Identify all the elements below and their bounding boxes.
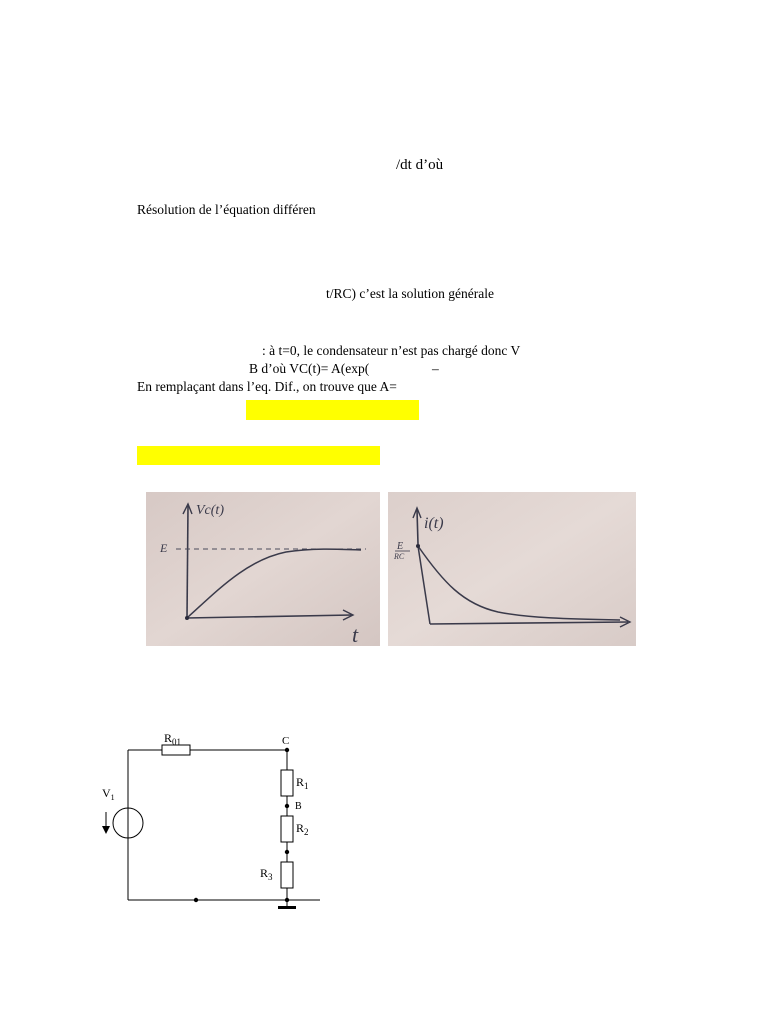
graph-current — [388, 492, 636, 646]
resistor-r1 — [281, 770, 293, 796]
start-label-numerator: E — [397, 541, 404, 552]
text-b-dou: B d’où VC(t)= A(exp( — [249, 361, 370, 376]
node-dot — [285, 850, 289, 854]
source-label: $V_1$ — [102, 786, 115, 802]
y-axis-label: i(t) — [424, 515, 444, 532]
r1-label: $R_1$ — [296, 775, 309, 791]
node-b-dot — [285, 804, 289, 808]
origin-dot — [185, 616, 189, 620]
node-c-label: C — [282, 735, 290, 747]
x-axis-label: t — [352, 622, 359, 646]
resistor-r2 — [281, 816, 293, 842]
voltage-arrow-icon — [102, 826, 110, 834]
level-label: E — [160, 541, 168, 555]
highlight-bar-1 — [246, 400, 419, 420]
r01-label: $R_{01}$ — [164, 731, 182, 747]
node-dot — [194, 898, 198, 902]
node-c-dot — [285, 748, 289, 752]
text-dt-dou: /dt d’où — [396, 157, 444, 173]
r2-label: $R_2$ — [296, 821, 309, 837]
text-solution-generale: t/RC) c’est la solution générale — [326, 286, 494, 301]
paper-background — [146, 492, 380, 646]
ground-icon — [278, 906, 296, 909]
node-b-label: B — [295, 801, 302, 812]
circuit-diagram — [98, 728, 328, 928]
start-dot — [416, 544, 420, 548]
start-label-denominator: RC — [394, 552, 405, 561]
highlight-bar-2 — [137, 446, 380, 465]
y-axis-label: Vc(t) — [196, 503, 224, 518]
text-condition-initiale: : à t=0, le condensateur n’est pas chargé donc V — [262, 343, 521, 358]
graph-capacitor-voltage — [146, 492, 380, 646]
resistor-r3 — [281, 862, 293, 888]
text-remplacant: En remplaçant dans l’eq. Dif., on trouve que A= — [137, 379, 397, 394]
node-dot — [285, 898, 289, 902]
r3-label: $R_3$ — [260, 866, 273, 882]
y-axis — [187, 506, 188, 618]
y-axis — [417, 510, 418, 544]
text-dash: – — [432, 361, 439, 376]
section-heading-resolution: Résolution de l’équation différen — [137, 202, 316, 217]
